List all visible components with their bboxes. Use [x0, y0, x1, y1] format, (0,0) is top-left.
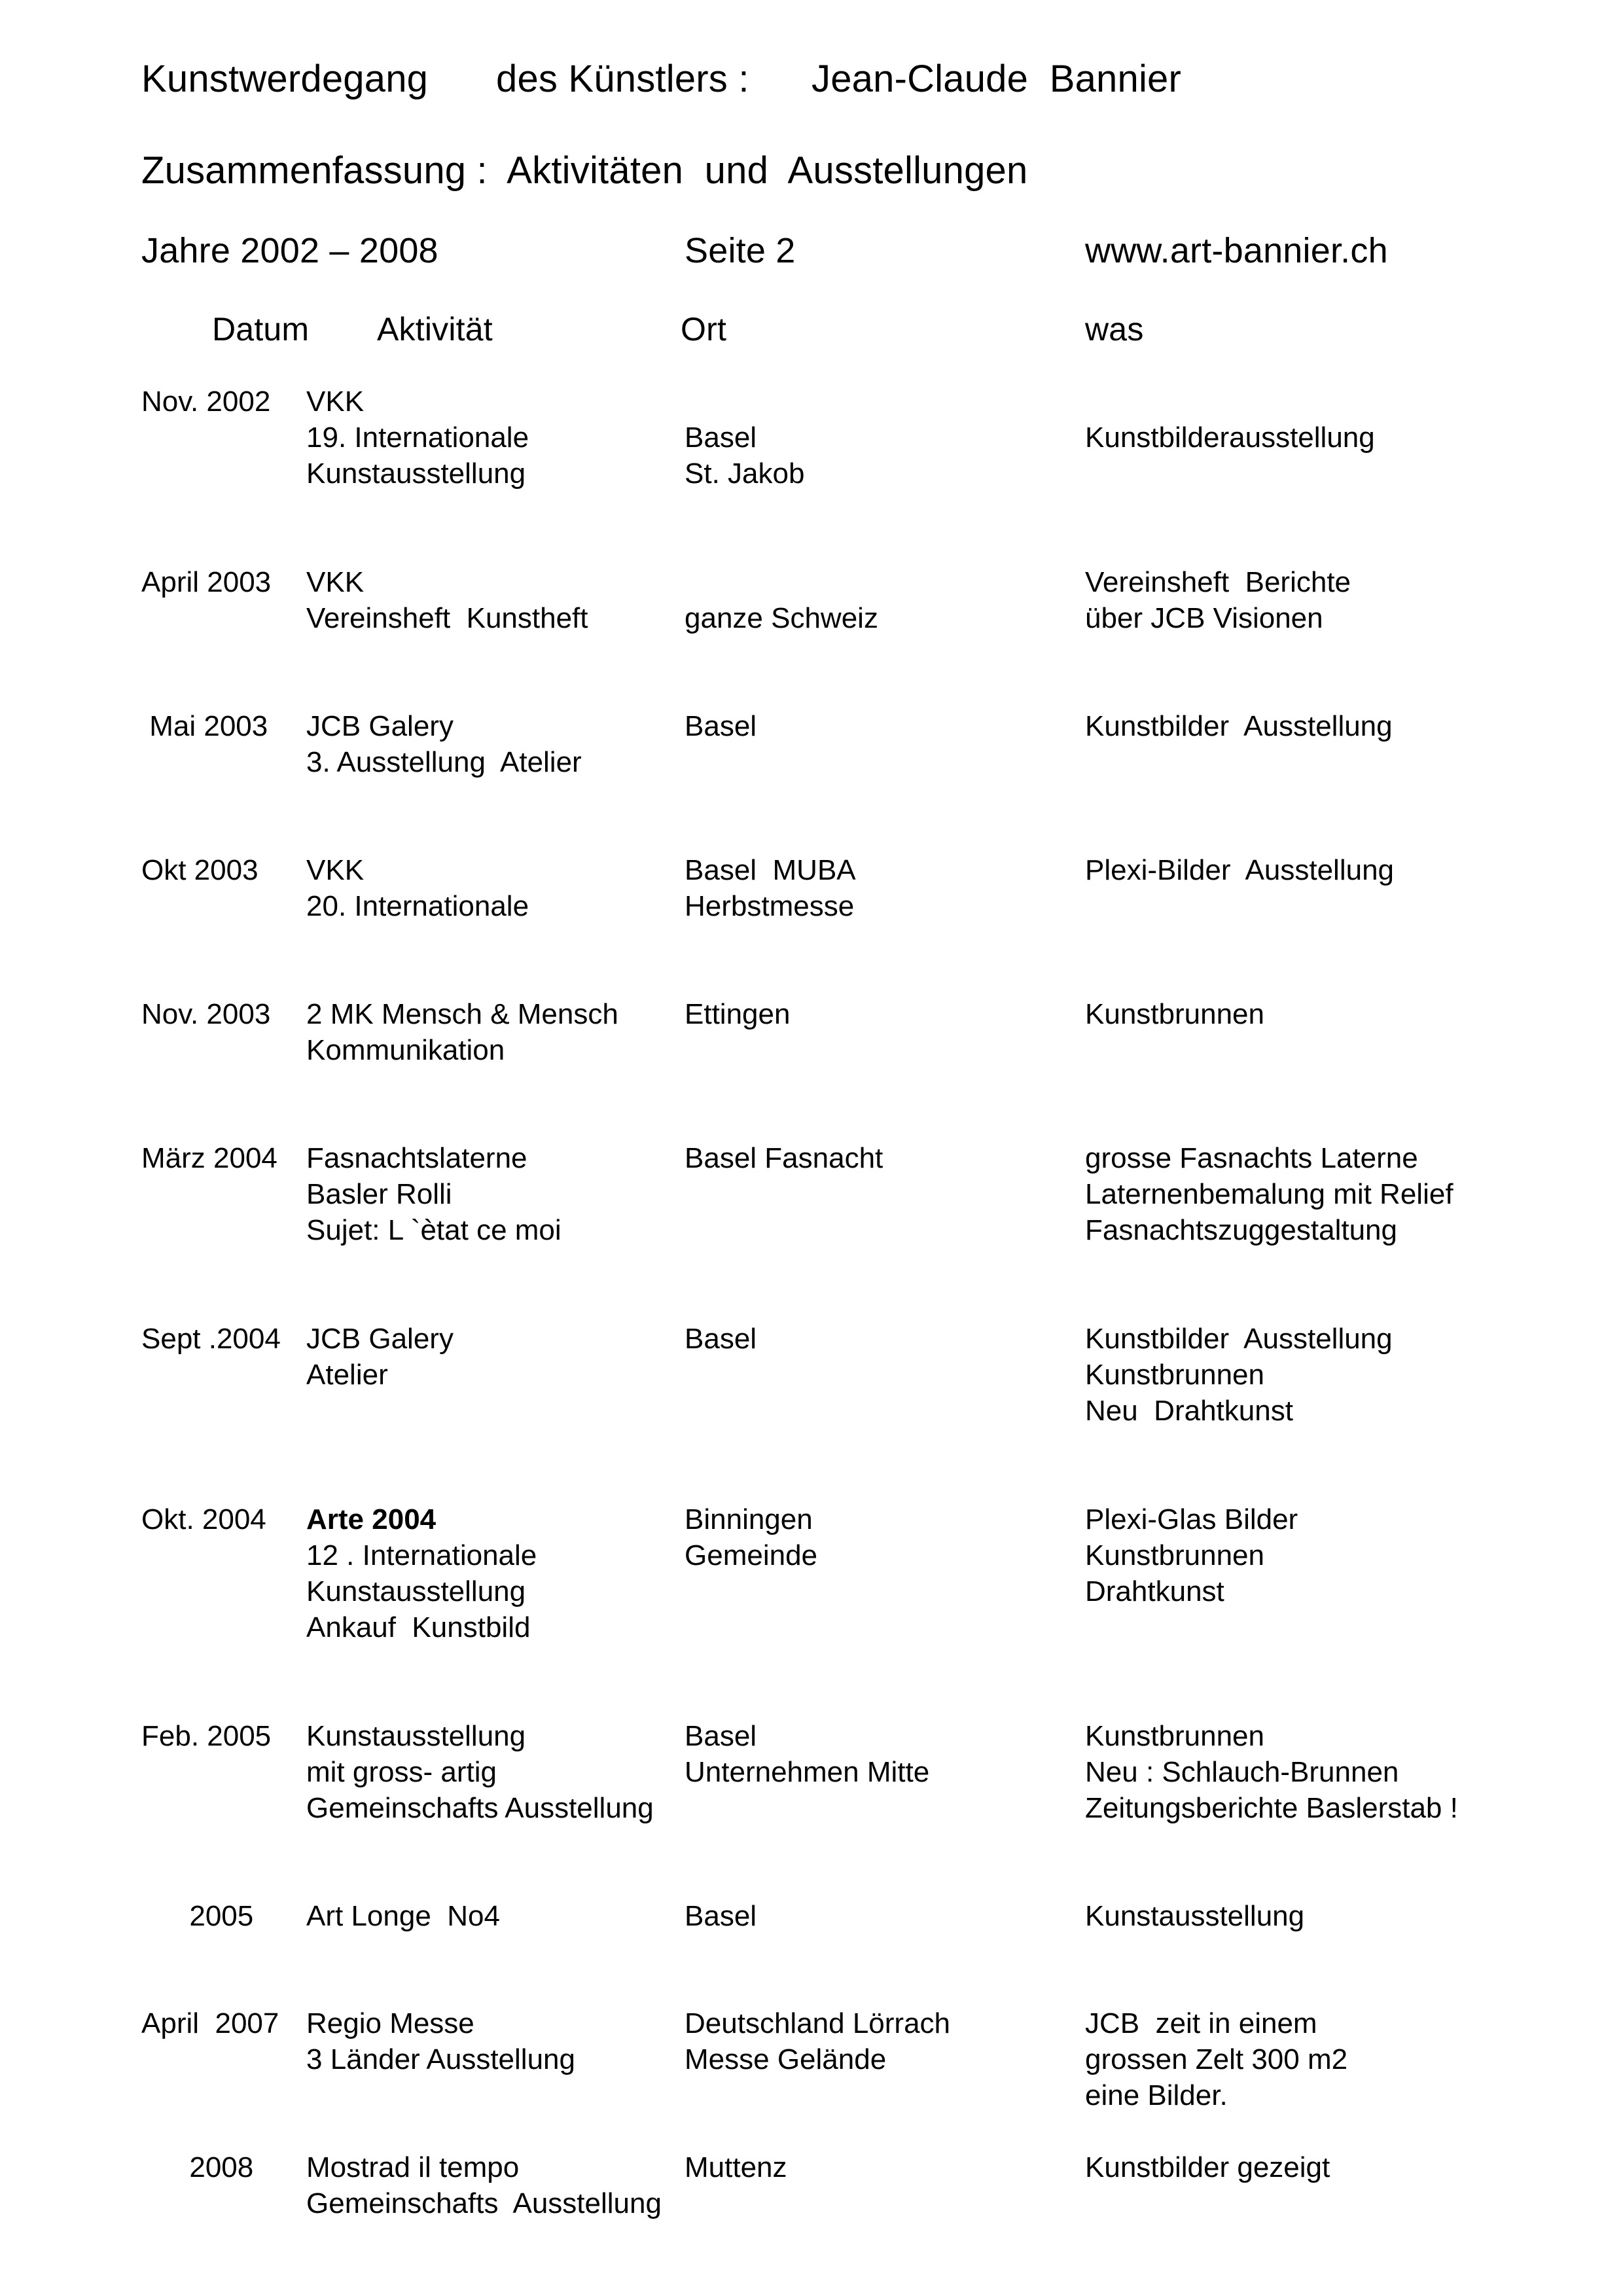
row-activity-line: mit gross- artig	[306, 1756, 497, 1788]
document-title: Kunstwerdegang	[141, 58, 429, 100]
row-activity-line: 2 MK Mensch & Mensch	[306, 998, 618, 1030]
row-place-line: Basel	[685, 710, 757, 742]
row-activity-line: VKK	[306, 566, 365, 598]
row-place-line: Ettingen	[685, 998, 791, 1030]
row-activity-line: 3. Ausstellung Atelier	[306, 746, 582, 778]
website-link[interactable]: www.art-bannier.ch	[1085, 231, 1388, 270]
row-date: Okt 2003	[141, 854, 259, 886]
row-what-line: über JCB Visionen	[1085, 602, 1323, 634]
row-what-line: Drahtkunst	[1085, 1575, 1224, 1607]
row-activity-line: Mostrad il tempo	[306, 2151, 520, 2183]
row-place-line: Unternehmen Mitte	[685, 1756, 930, 1788]
row-date: Sept .2004	[141, 1323, 281, 1355]
row-activity-line: Kommunikation	[306, 1034, 505, 1066]
row-activity-line: Atelier	[306, 1359, 388, 1391]
column-header-what: was	[1085, 311, 1144, 348]
row-place-line: Basel	[685, 1900, 757, 1932]
row-place-line: Basel	[685, 1720, 757, 1752]
row-date: Mai 2003	[141, 710, 268, 742]
row-place-line: Binningen	[685, 1503, 813, 1535]
row-place-line: Muttenz	[685, 2151, 787, 2183]
row-what-line: Zeitungsberichte Baslerstab !	[1085, 1792, 1458, 1824]
row-what-line: Kunstbrunnen	[1085, 1539, 1264, 1571]
row-activity-line: Kunstausstellung	[306, 1720, 526, 1752]
row-activity-line: Kunstausstellung	[306, 1575, 526, 1607]
summary-heading: Zusammenfassung : Aktivitäten und Ausstellungen	[141, 149, 1028, 192]
row-place-line: St. Jakob	[685, 457, 805, 490]
row-activity-line: Ankauf Kunstbild	[306, 1611, 531, 1643]
row-place-line: Messe Gelände	[685, 2043, 887, 2075]
row-what-line: grosse Fasnachts Laterne	[1085, 1142, 1418, 1174]
row-place-line: ganze Schweiz	[685, 602, 878, 634]
row-what-line: Kunstbilder gezeigt	[1085, 2151, 1330, 2183]
column-header-place: Ort	[681, 311, 727, 348]
row-date: Feb. 2005	[141, 1720, 272, 1752]
column-header-date: Datum	[212, 311, 310, 348]
row-place-line: Deutschland Lörrach	[685, 2007, 951, 2039]
row-date: April 2003	[141, 566, 272, 598]
row-place-line: Basel Fasnacht	[685, 1142, 883, 1174]
row-what-line: grossen Zelt 300 m2	[1085, 2043, 1348, 2075]
row-what-line: Kunstbrunnen	[1085, 1359, 1264, 1391]
row-what-line: Neu : Schlauch-Brunnen	[1085, 1756, 1399, 1788]
row-what-line: Vereinsheft Berichte	[1085, 566, 1351, 598]
years-range: Jahre 2002 – 2008	[141, 231, 438, 270]
row-what-line: Plexi-Glas Bilder	[1085, 1503, 1298, 1535]
row-activity-line: Kunstausstellung	[306, 457, 526, 490]
row-place-line: Basel	[685, 1323, 757, 1355]
row-what-line: Kunstbilder Ausstellung	[1085, 710, 1393, 742]
row-what-line: Laternenbemalung mit Relief	[1085, 1178, 1454, 1210]
row-activity-line: 20. Internationale	[306, 890, 529, 922]
row-what-line: Kunstbilderausstellung	[1085, 422, 1375, 454]
row-activity-line: 12 . Internationale	[306, 1539, 537, 1571]
row-place-line: Gemeinde	[685, 1539, 818, 1571]
row-activity-line: Fasnachtslaterne	[306, 1142, 527, 1174]
row-what-line: Kunstausstellung	[1085, 1900, 1305, 1932]
row-activity-line: Gemeinschafts Ausstellung	[306, 2187, 662, 2219]
row-activity-line: Vereinsheft Kunstheft	[306, 602, 588, 634]
row-activity-line: 3 Länder Ausstellung	[306, 2043, 575, 2075]
row-activity-line: Arte 2004	[306, 1503, 437, 1535]
row-date: Nov. 2003	[141, 998, 271, 1030]
row-date: Nov. 2002	[141, 386, 271, 418]
row-what-line: Neu Drahtkunst	[1085, 1395, 1293, 1427]
row-what-line: JCB zeit in einem	[1085, 2007, 1317, 2039]
row-date: 2008	[141, 2151, 254, 2183]
row-what-line: Kunstbilder Ausstellung	[1085, 1323, 1393, 1355]
row-place-line: Basel	[685, 422, 757, 454]
row-activity-line: VKK	[306, 854, 365, 886]
row-activity-line: JCB Galery	[306, 1323, 454, 1355]
artist-name: Jean-Claude Bannier	[812, 58, 1182, 100]
page-number: Seite 2	[685, 231, 796, 270]
row-place-line: Herbstmesse	[685, 890, 855, 922]
row-what-line: Fasnachtszuggestaltung	[1085, 1214, 1397, 1246]
row-activity-line: Gemeinschafts Ausstellung	[306, 1792, 654, 1824]
row-date: Okt. 2004	[141, 1503, 266, 1535]
column-header-activity: Aktivität	[377, 311, 493, 348]
row-what-line: Kunstbrunnen	[1085, 998, 1264, 1030]
row-date: März 2004	[141, 1142, 277, 1174]
row-what-line: Plexi-Bilder Ausstellung	[1085, 854, 1395, 886]
row-place-line: Basel MUBA	[685, 854, 856, 886]
row-activity-line: Regio Messe	[306, 2007, 474, 2039]
row-activity-line: 19. Internationale	[306, 422, 529, 454]
row-activity-line: Art Longe No4	[306, 1900, 500, 1932]
row-date: April 2007	[141, 2007, 279, 2039]
document-title-mid: des Künstlers :	[496, 58, 749, 100]
row-date: 2005	[141, 1900, 254, 1932]
row-what-line: Kunstbrunnen	[1085, 1720, 1264, 1752]
row-activity-line: Sujet: L `ètat ce moi	[306, 1214, 562, 1246]
row-what-line: eine Bilder.	[1085, 2079, 1228, 2111]
row-activity-line: JCB Galery	[306, 710, 454, 742]
row-activity-line: VKK	[306, 386, 365, 418]
row-activity-line: Basler Rolli	[306, 1178, 452, 1210]
